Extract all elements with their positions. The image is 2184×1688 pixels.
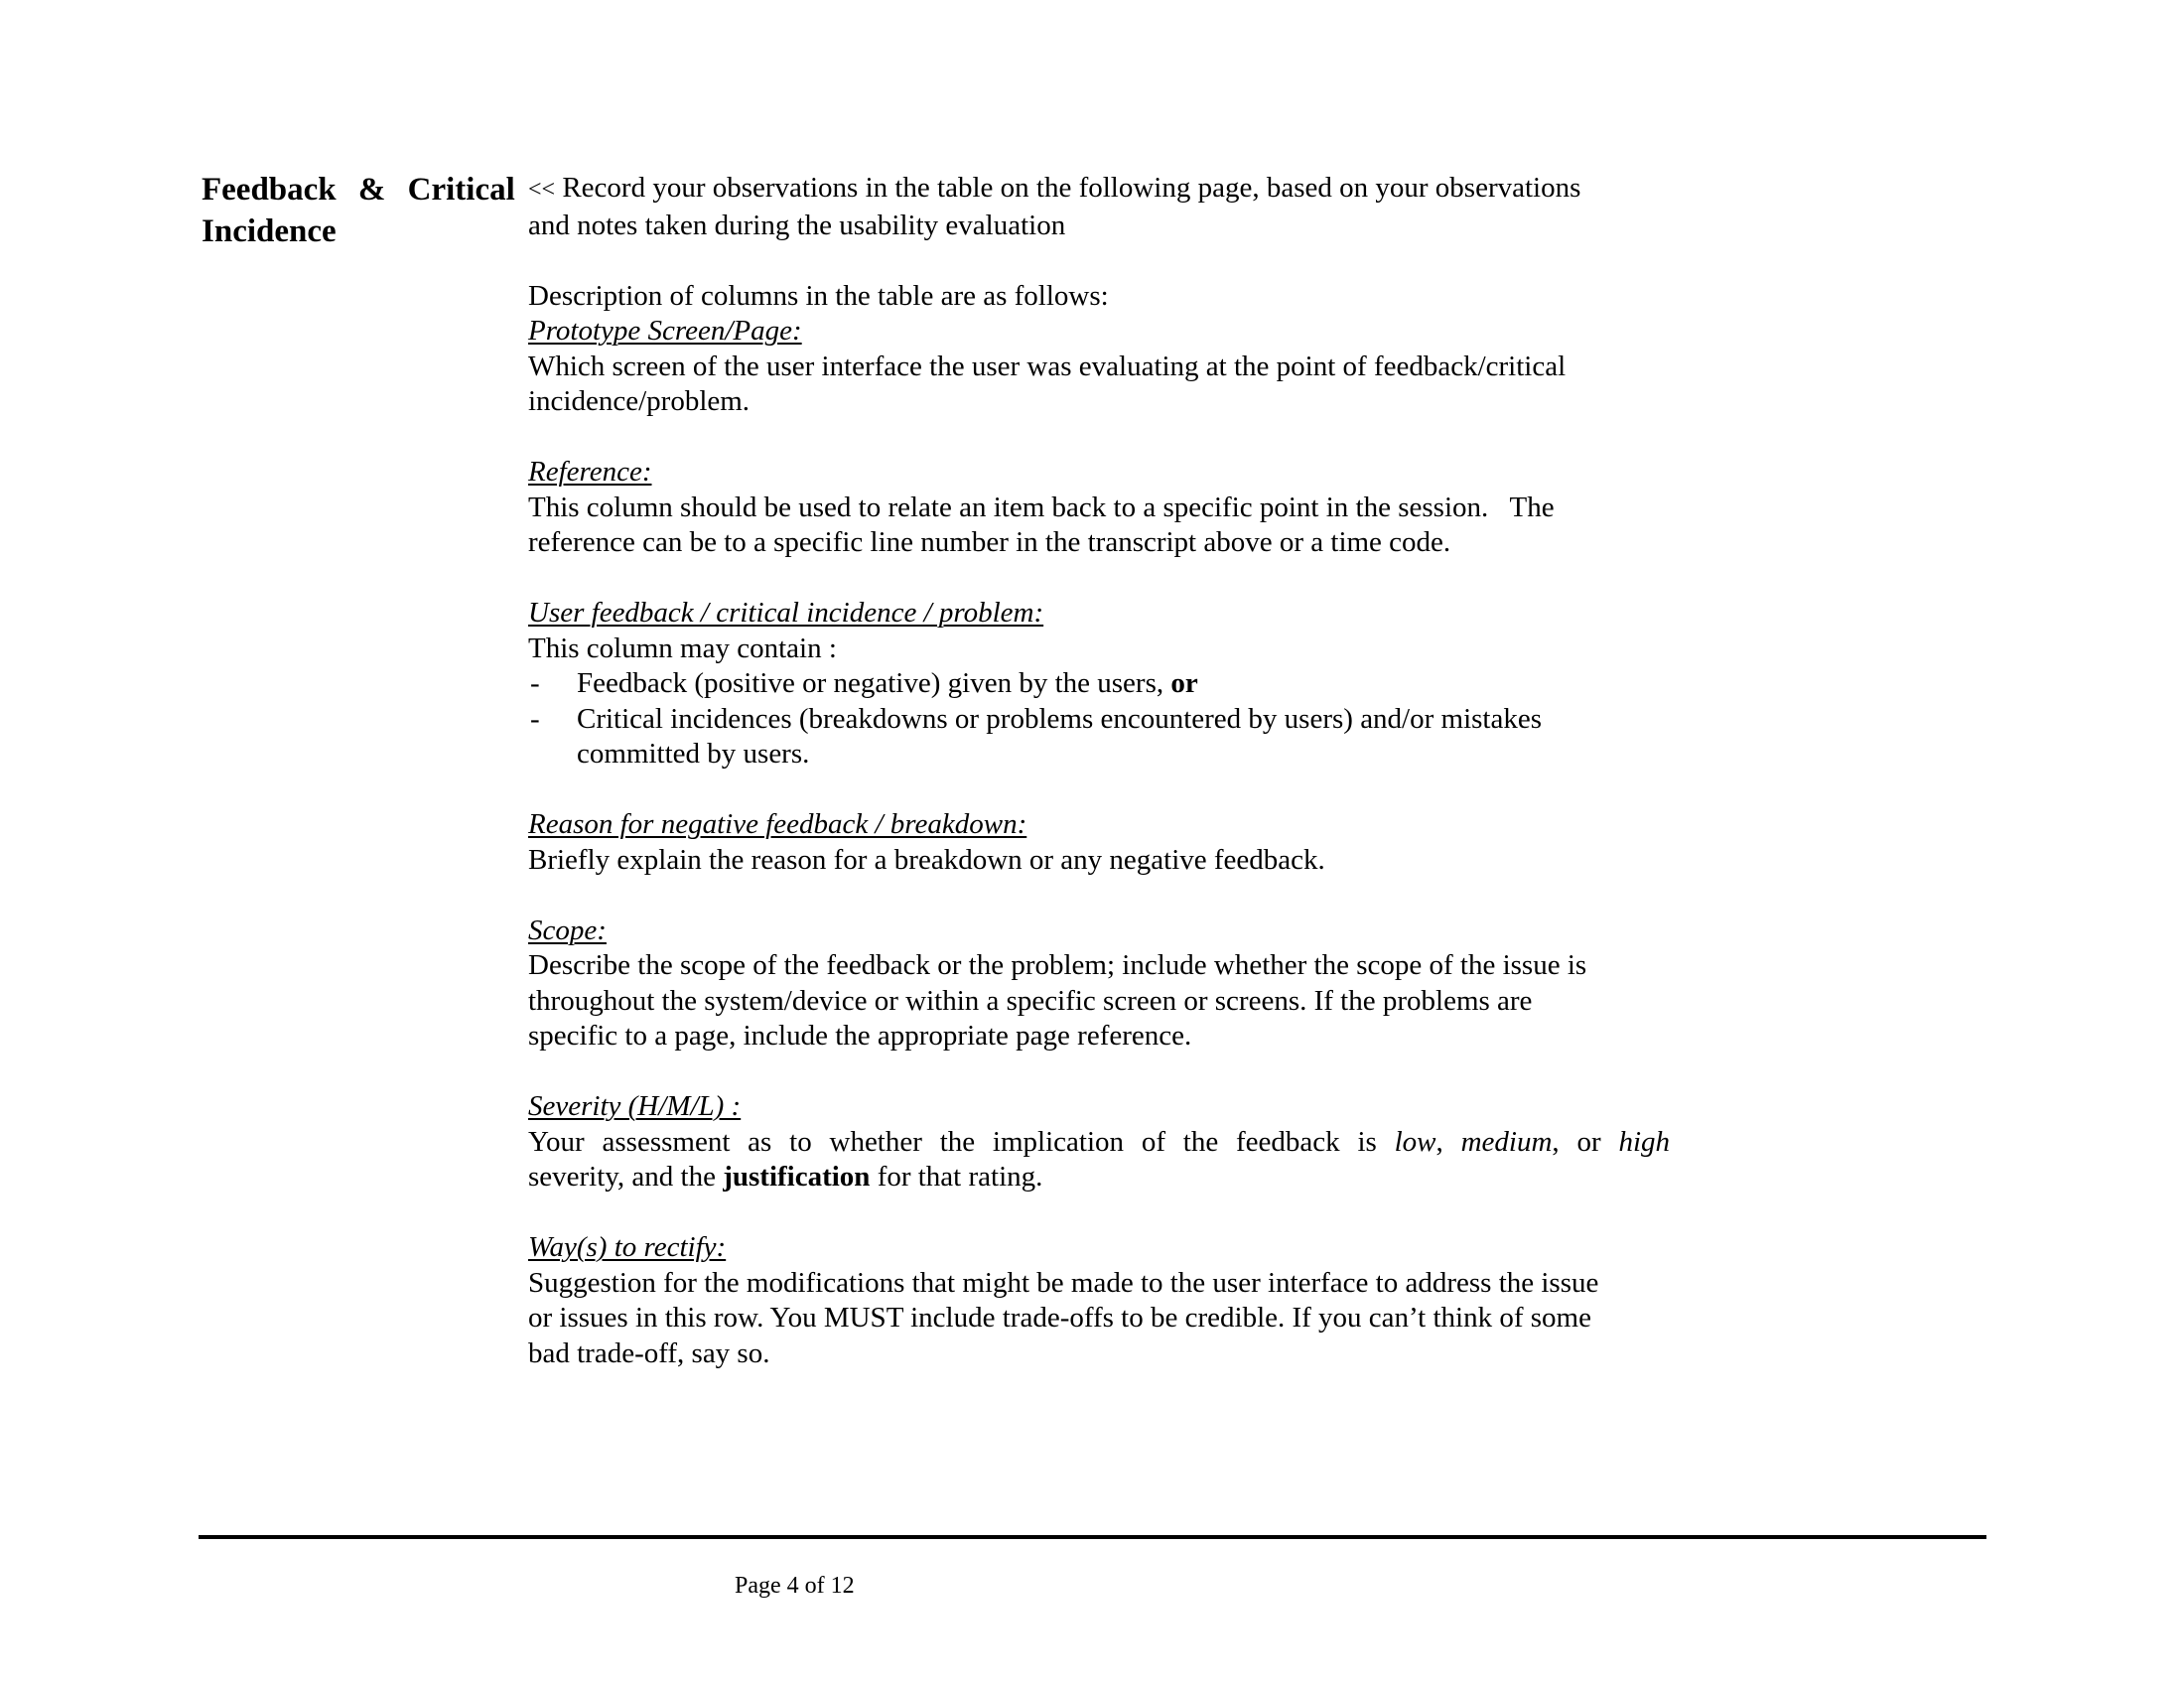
intro-line1: << Record your observations in the table on the following page, based on your observations (528, 172, 1581, 204)
column-heading-severity: Severity (H/M/L) : (528, 1090, 742, 1122)
columns-intro: Description of columns in the table are as follows: (528, 279, 1109, 312)
column-heading-reason: Reason for negative feedback / breakdown: (528, 808, 1027, 840)
section-label-line2: Incidence (202, 213, 337, 249)
column-heading-reference: Reference: (528, 456, 652, 488)
bullet-dash: - (530, 667, 540, 699)
bullet-item: - Feedback (positive or negative) given by the users, or (528, 666, 1670, 702)
column-heading-prototype-screen: Prototype Screen/Page: (528, 315, 802, 347)
column-heading-user-feedback: User feedback / critical incidence / problem: (528, 597, 1044, 629)
intro-line2: and notes taken during the usability evaluation (528, 209, 1066, 241)
bullet-dash: - (530, 702, 540, 735)
column-desc-line: Briefly explain the reason for a breakdown or any negative feedback. (528, 843, 1325, 876)
severity-desc-line2: severity, and the justification for that rating. (528, 1161, 1043, 1193)
section-label-line1: Feedback & Critical (202, 172, 515, 208)
column-desc-line: or issues in this row. You MUST include trade-offs to be credible. If you can’t think of some (528, 1302, 1591, 1334)
intro-arrows: << (528, 177, 556, 203)
column-desc-line: This column may contain : (528, 632, 837, 664)
column-desc-line: incidence/problem. (528, 385, 751, 417)
section-label (202, 169, 529, 252)
column-desc-line: This column should be used to relate an item back to a specific point in the session. The (528, 491, 1555, 523)
column-desc-line: Suggestion for the modifications that might be made to the user interface to address the issue (528, 1266, 1599, 1299)
column-desc-line: reference can be to a specific line number in the transcript above or a time code. (528, 526, 1451, 558)
page-number: Page 4 of 12 (735, 1573, 855, 1599)
column-desc-line: specific to a page, include the appropriate page reference. (528, 1020, 1192, 1052)
column-desc-line: Which screen of the user interface the user was evaluating at the point of feedback/critical (528, 350, 1567, 382)
column-desc-line: Describe the scope of the feedback or the problem; include whether the scope of the issue is (528, 949, 1587, 981)
column-desc-line: throughout the system/device or within a specific screen or screens. If the problems are (528, 984, 1533, 1017)
severity-desc-line1: Your assessment as to whether the implication of the feedback is low, medium, or high (528, 1125, 1670, 1158)
column-heading-ways-to-rectify: Way(s) to rectify: (528, 1231, 727, 1263)
column-desc-line: bad trade-off, say so. (528, 1336, 770, 1369)
bullet-item: - Critical incidences (breakdowns or problems encountered by users) and/or mistakes committed by users. (530, 702, 1543, 770)
footer-rule (199, 1535, 1986, 1539)
column-heading-scope: Scope: (528, 914, 607, 946)
section-body (528, 171, 1670, 1371)
